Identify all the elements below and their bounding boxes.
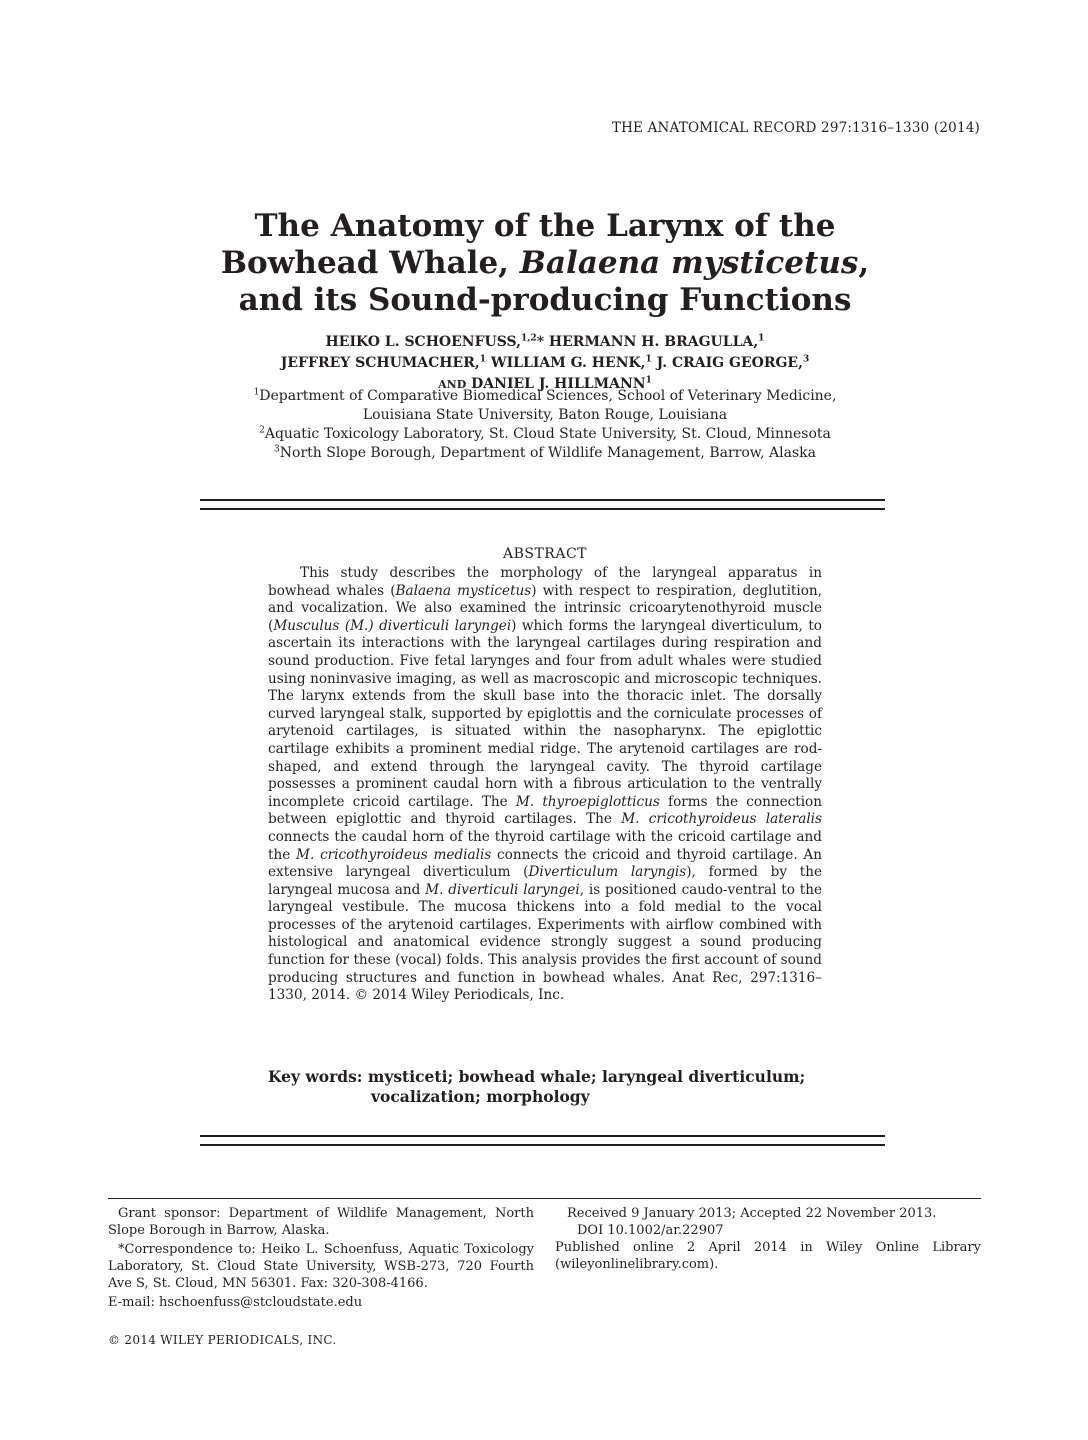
title-text: Bowhead Whale, bbox=[220, 245, 520, 281]
author-line-2 bbox=[140, 353, 950, 374]
abstract-heading: ABSTRACT bbox=[502, 546, 588, 562]
author-name: HERMANN H. BRAGULLA, bbox=[544, 334, 759, 350]
title-line-2 bbox=[120, 245, 970, 282]
received-dates: Received 9 January 2013; Accepted 22 November 2013. bbox=[567, 1206, 937, 1221]
title-line-1: The Anatomy of the Larynx of the bbox=[254, 208, 836, 244]
abstract-text: ) with respect to respiration, deglutition, and vocalization. We also examined the intrinsic cricoarytenothyroid muscle ( bbox=[268, 582, 823, 634]
affiliation-1-cont: Louisiana State University, Baton Rouge, Louisiana bbox=[362, 407, 728, 423]
affiliation-marker: 1 bbox=[645, 375, 652, 386]
author-name: J. CRAIG GEORGE, bbox=[651, 355, 803, 371]
affiliation-marker: 1 bbox=[479, 354, 486, 365]
affiliation-text: Department of Comparative Biomedical Sciences, School of Veterinary Medicine, bbox=[259, 388, 837, 404]
correspondence: *Correspondence to: Heiko L. Schoenfuss, Aquatic Toxicology Laboratory, St. Cloud State University, WSB-273, 720 Fourth Ave S, St. Cloud, MN 56301. Fax: 320-308-4166. bbox=[108, 1242, 534, 1291]
abstract-text: ), formed by the laryngeal mucosa and bbox=[268, 864, 822, 898]
abstract-text: forms the connection between epiglottic and thyroid cartilages. The bbox=[268, 793, 822, 828]
copyright-notice: © 2014 WILEY PERIODICALS, INC. bbox=[108, 1333, 337, 1347]
affiliation-marker: 1 bbox=[645, 354, 652, 365]
keywords-line-2: vocalization; morphology bbox=[371, 1087, 590, 1106]
published-online: Published online 2 April 2014 in Wiley Online Library (wileyonlinelibrary.com). bbox=[555, 1240, 981, 1272]
footnotes-left bbox=[108, 1205, 534, 1313]
email-address: E-mail: hschoenfuss@stcloudstate.edu bbox=[108, 1295, 363, 1310]
abstract-italic: Diverticulum laryngis bbox=[528, 864, 687, 881]
author-name: JEFFREY SCHUMACHER, bbox=[280, 355, 480, 371]
abstract-text: , is positioned caudo-ventral to the laryngeal vestibule. The mucosa thickens into a fold medial to the vocal processes of the arytenoid cartilages. Experiments with airflow combined with histological and anatomical evidence strongly suggest a sound producing function for these (vocal) folds. This analysis provides the first account of sound producing structures and function in bowhead whales. Anat Rec, 297:1316–1330, 2014. © 2014 Wiley Periodicals, Inc. bbox=[268, 881, 822, 1004]
top-double-rule-upper bbox=[200, 499, 885, 501]
affiliation-marker: 1,2 bbox=[521, 333, 537, 344]
grant-sponsor: Grant sponsor: Department of Wildlife Management, North Slope Borough in Barrow, Alaska. bbox=[108, 1206, 534, 1238]
keywords-line-1 bbox=[268, 1067, 828, 1087]
abstract-text: connects the cricoid and thyroid cartilage. An extensive laryngeal diverticulum ( bbox=[268, 846, 822, 881]
affiliation-2 bbox=[140, 425, 950, 444]
bottom-double-rule-upper bbox=[200, 1135, 885, 1137]
corresponding-marker: * bbox=[536, 334, 545, 350]
abstract-italic: M. diverticuli laryngei bbox=[425, 881, 580, 898]
affiliation-marker: 1 bbox=[758, 333, 765, 344]
abstract-italic: M. cricothyroideus medialis bbox=[296, 846, 492, 863]
keywords-text: mysticeti; bowhead whale; laryngeal diverticulum; bbox=[362, 1067, 806, 1086]
title-line-3: and its Sound-producing Functions bbox=[238, 282, 852, 318]
keywords bbox=[268, 1067, 828, 1107]
affiliation-text: Aquatic Toxicology Laboratory, St. Cloud State University, St. Cloud, Minnesota bbox=[264, 426, 831, 442]
title-text: , bbox=[858, 245, 870, 281]
article-title bbox=[120, 208, 970, 319]
affiliations bbox=[140, 387, 950, 463]
abstract-body bbox=[268, 565, 822, 1005]
affiliation-1 bbox=[140, 387, 950, 406]
doi: DOI 10.1002/ar.22907 bbox=[577, 1223, 724, 1238]
abstract-italic: Balaena mysticetus bbox=[395, 582, 532, 599]
author-line-1 bbox=[140, 332, 950, 353]
affiliation-marker: 3 bbox=[802, 354, 810, 365]
species-name: Balaena mysticetus bbox=[519, 245, 859, 281]
abstract-italic: Musculus (M.) diverticuli laryngei bbox=[273, 617, 512, 634]
affiliation-number: 2 bbox=[259, 425, 265, 436]
abstract-text: This study describes the morphology of the laryngeal apparatus in bowhead whales ( bbox=[268, 565, 822, 599]
affiliation-number: 1 bbox=[253, 387, 260, 398]
affiliation-3 bbox=[140, 444, 950, 463]
affiliation-text: North Slope Borough, Department of Wildlife Management, Barrow, Alaska bbox=[279, 445, 816, 461]
footnote-rule bbox=[108, 1198, 981, 1199]
conjunction: AND bbox=[438, 378, 467, 391]
bottom-double-rule-lower bbox=[200, 1144, 885, 1146]
author-name: HEIKO L. SCHOENFUSS, bbox=[325, 334, 522, 350]
running-head: THE ANATOMICAL RECORD 297:1316–1330 (2014) bbox=[611, 120, 980, 136]
author-name: WILLIAM G. HENK, bbox=[485, 355, 646, 371]
abstract-text: connects the caudal horn of the thyroid cartilage with the cricoid cartilage and the bbox=[268, 828, 822, 863]
abstract-text: ) which forms the laryngeal diverticulum, to ascertain its interactions with the laryngeal cartilages during respiration and sound production. Five fetal larynges and four from adult whales were studied using noninvasive imaging, as well as macroscopic and microscopic techniques. The larynx extends from the skull base into the thoracic inlet. The dorsally curved laryngeal stalk, supported by epiglottis and the corniculate processes of arytenoid cartilages, is situated within the nasopharynx. The epiglottic cartilage exhibits a prominent medial ridge. The arytenoid cartilages are rod-shaped, and extend through the laryngeal cavity. The thyroid cartilage possesses a prominent caudal horn with a fibrous articulation to the ventrally incomplete cricoid cartilage. The bbox=[268, 617, 822, 810]
top-double-rule-lower bbox=[200, 508, 885, 510]
footnotes-right bbox=[555, 1205, 981, 1273]
keywords-label: Key words: bbox=[268, 1067, 363, 1086]
abstract-italic: M. thyroepiglotticus bbox=[515, 793, 660, 810]
author-name: DANIEL J. HILLMANN bbox=[466, 376, 646, 392]
affiliation-number: 3 bbox=[274, 444, 280, 455]
abstract-italic: M. cricothyroideus lateralis bbox=[621, 811, 822, 828]
